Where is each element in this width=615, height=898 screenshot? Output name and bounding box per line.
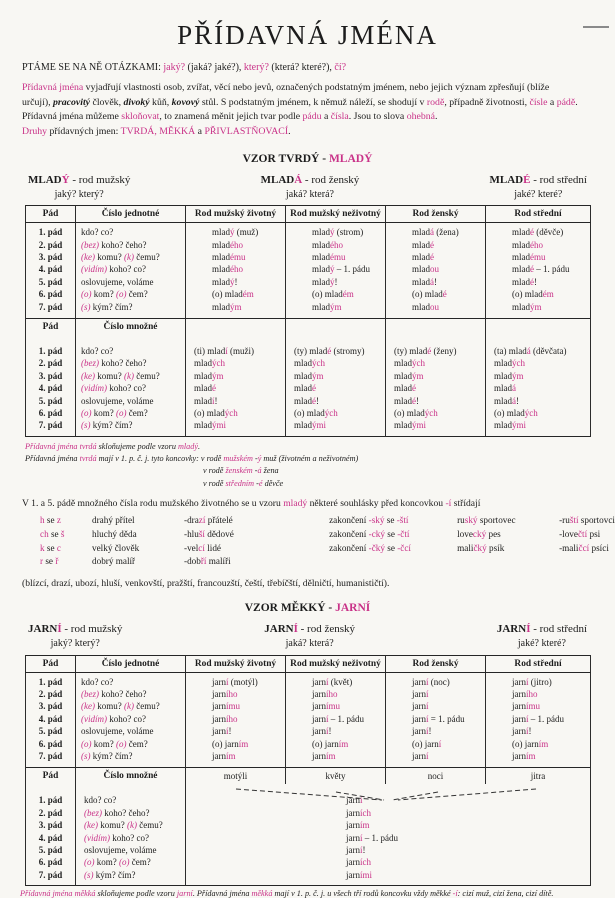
form-cell: mladé bbox=[386, 239, 486, 251]
declension-table-soft bbox=[25, 655, 591, 887]
scan-artifact bbox=[583, 26, 609, 28]
case-question: (s) kým? čím? bbox=[76, 419, 186, 436]
form-cell: mladým bbox=[386, 370, 486, 382]
form-cell: mladými bbox=[286, 419, 386, 436]
case-label: 2. pád bbox=[26, 357, 76, 369]
form-cell: mladý – 1. pádu bbox=[286, 263, 386, 275]
case-question: (s) kým? čím? bbox=[76, 750, 186, 768]
table-row bbox=[26, 263, 591, 275]
case-question: oslovujeme, voláme bbox=[76, 725, 186, 737]
merged-forms-cell bbox=[186, 784, 591, 885]
stack-line: 3. pád bbox=[38, 820, 63, 831]
table-row bbox=[26, 738, 591, 750]
stack-line: 1. pád bbox=[38, 795, 63, 806]
case-label: 6. pád bbox=[26, 288, 76, 300]
form-cell: mladým bbox=[486, 370, 591, 382]
noun-header: noci bbox=[386, 768, 486, 785]
form-cell: jarního bbox=[186, 713, 286, 725]
table-row bbox=[26, 725, 591, 737]
form-cell: jarní (květ) bbox=[286, 672, 386, 688]
table-row bbox=[26, 251, 591, 263]
stack-line: 4. pád bbox=[38, 832, 63, 843]
case-label: 1. pád bbox=[26, 223, 76, 239]
alternation-from: maličký psík bbox=[457, 542, 505, 553]
intro-paragraph: Přídavná jména vyjadřují vlastnosti osob, zvířat, věcí nebo jevů, označených podstatným jménem, nebo jejich význam zpřesňují (blíže určují), pracovitý člověk, divoký kůň, kovový stůl. S podstatným jménem, k němuž náleží, se shodují v rodě, případně životnosti, čísle a pádě. Přídavná jména můžeme skloňovat, to znamená měnit jejich tvar podle pádu a čísla. Jsou to slova ohebná. Druhy přídavných jmen: TVRDÁ, MĚKKÁ a PŘIVLASTŇOVACÍ. bbox=[22, 82, 578, 138]
alternation-line bbox=[329, 528, 615, 542]
alternation-rule: h se z bbox=[40, 514, 61, 525]
form-cell: jarní bbox=[386, 688, 486, 700]
form-cell: mladým bbox=[186, 370, 286, 382]
dash: - bbox=[559, 514, 563, 525]
stack-line: jarním bbox=[346, 820, 370, 831]
form-cell: (o) mladých bbox=[286, 407, 386, 419]
case-label: 1. pád bbox=[26, 335, 76, 357]
case-question: (vidím) koho? co? bbox=[76, 382, 186, 394]
form-cell: jarní (jitro) bbox=[486, 672, 591, 688]
table-row bbox=[26, 382, 591, 394]
case-label: 7. pád bbox=[26, 750, 76, 768]
column-header: Pád bbox=[26, 768, 76, 785]
form-cell: (o) mladém bbox=[286, 288, 386, 300]
stack-line: (s) kým? čím? bbox=[84, 869, 136, 880]
form-cell: jarní bbox=[386, 700, 486, 712]
form-cell: mladé bbox=[286, 382, 386, 394]
table-row bbox=[26, 357, 591, 369]
form-cell: mladou bbox=[386, 263, 486, 275]
form-cell: jarního bbox=[486, 688, 591, 700]
table-row bbox=[26, 750, 591, 768]
alternation-from: velký člověk bbox=[92, 542, 140, 553]
case-question: (ke) komu? (k) čemu? bbox=[76, 251, 186, 263]
table-row bbox=[26, 688, 591, 700]
table-row bbox=[26, 239, 591, 251]
stack-line: (vidím) koho? co? bbox=[84, 832, 149, 843]
table-row bbox=[26, 223, 591, 239]
alternation-from: dobrý malíř bbox=[92, 556, 136, 567]
form-cell: mladý! bbox=[286, 276, 386, 288]
case-question: (vidím) koho? co? bbox=[76, 263, 186, 275]
form-cell: (o) mladém bbox=[486, 288, 591, 300]
form-cell: jarním bbox=[186, 750, 286, 768]
form-cell: mladých bbox=[286, 357, 386, 369]
case-label: 3. pád bbox=[26, 251, 76, 263]
case-label: 4. pád bbox=[26, 713, 76, 725]
alternation-line bbox=[329, 514, 615, 528]
case-label: 7. pád bbox=[26, 301, 76, 319]
form-cell: (o) jarním bbox=[286, 738, 386, 750]
case-label: 1. pád bbox=[26, 672, 76, 688]
form-cell: (o) mladých bbox=[186, 407, 286, 419]
form-cell: mladými bbox=[186, 419, 286, 436]
form-cell: jarní! bbox=[486, 725, 591, 737]
alternation-to: velcí lidé bbox=[187, 542, 222, 553]
case-labels-stack bbox=[26, 784, 76, 885]
questions-line: PTÁME SE NA NĚ OTÁZKAMI: jaký? (jaká? jaké?), který? (která? které?), čí? bbox=[22, 62, 347, 73]
form-cell: (o) jarním bbox=[486, 738, 591, 750]
alternation-from: lovecký pes bbox=[457, 528, 501, 539]
alternation-from: drahý přítel bbox=[92, 514, 135, 525]
note-line: Přídavná jména tvrdá mají v 1. p. č. j. tyto koncovky: v rodě mužském -ý muž (životném a neživotném) bbox=[25, 454, 359, 464]
gender-neuter: MLADÉ - rod střední jaké? které? bbox=[489, 173, 587, 200]
form-cell: mladá (žena) bbox=[386, 223, 486, 239]
column-header: Rod střední bbox=[486, 655, 591, 672]
case-question: (ke) komu? (k) čemu? bbox=[76, 700, 186, 712]
stack-line: jarních bbox=[346, 857, 371, 868]
column-header: Pád bbox=[26, 206, 76, 223]
alternation-from: hluchý děda bbox=[92, 528, 137, 539]
column-header: Pád bbox=[26, 318, 76, 335]
section-title-soft: VZOR MĚKKÝ - JARNÍ bbox=[244, 602, 371, 615]
form-cell: jarní – 1. pádu bbox=[486, 713, 591, 725]
plural-header-row bbox=[26, 768, 591, 785]
table-header-row bbox=[26, 655, 591, 672]
section-title-hard: VZOR TVRDÝ - MLADÝ bbox=[242, 152, 373, 165]
case-label: 6. pád bbox=[26, 738, 76, 750]
form-cell: jarním bbox=[486, 750, 591, 768]
form-cell: mladé bbox=[386, 251, 486, 263]
alternation-rule: ch se š bbox=[40, 528, 65, 539]
column-header: Rod mužský životný bbox=[186, 655, 286, 672]
alternation-to: dobří malíři bbox=[187, 556, 231, 567]
form-cell: mladým bbox=[486, 301, 591, 319]
alternation-rule: zakončení -ský se -ští bbox=[329, 514, 409, 525]
case-question: kdo? co? bbox=[76, 223, 186, 239]
soft-bottom-note: Přídavná jména měkká skloňujeme podle vzoru jarní. Přídavná jména měkká mají v 1. p. č. j. u všech tří rodů koncovku vždy měkké -í: cizí muž, cizí žena, cizí dítě. bbox=[20, 889, 554, 898]
case-question: (vidím) koho? co? bbox=[76, 713, 186, 725]
form-cell: mladého bbox=[186, 263, 286, 275]
alternation-to: drazí přátelé bbox=[187, 514, 233, 525]
alternation-line bbox=[40, 514, 329, 528]
case-question: (bez) koho? čeho? bbox=[76, 688, 186, 700]
column-header: Rod mužský neživotný bbox=[286, 206, 386, 223]
form-cell: mladé! bbox=[286, 395, 386, 407]
alternations-right bbox=[329, 514, 615, 569]
alternation-intro: V 1. a 5. pádě množného čísla rodu mužského životného se u vzoru mladý některé souhlásky před koncovkou -í střídají bbox=[22, 497, 481, 509]
table-row bbox=[26, 301, 591, 319]
case-label: 4. pád bbox=[26, 382, 76, 394]
form-cell: mladého bbox=[186, 239, 286, 251]
form-cell: mladý (muž) bbox=[186, 223, 286, 239]
form-cell: mladé (děvče) bbox=[486, 223, 591, 239]
form-cell: mladý (strom) bbox=[286, 223, 386, 239]
form-cell: jarního bbox=[186, 688, 286, 700]
gender-feminine: MLADÁ - rod ženský jaká? která? bbox=[260, 173, 360, 200]
alternation-line bbox=[329, 542, 615, 556]
form-cell: jarní bbox=[386, 750, 486, 768]
case-label: 5. pád bbox=[26, 276, 76, 288]
examples-line: (blízcí, drazí, ubozí, hluší, venkovští, pražští, francouzští, čeští, třebíčští, dělničtí, humanističtí). bbox=[22, 578, 390, 590]
form-cell: jarní – 1. pádu bbox=[286, 713, 386, 725]
form-cell: mladému bbox=[486, 251, 591, 263]
document-page bbox=[0, 20, 615, 898]
table-row bbox=[26, 419, 591, 436]
dash: - bbox=[184, 556, 188, 567]
stack-line: kdo? co? bbox=[84, 795, 117, 806]
stack-line: 7. pád bbox=[38, 869, 63, 880]
form-cell: jarního bbox=[286, 688, 386, 700]
alternation-from: ruský sportovec bbox=[457, 514, 516, 525]
table-row bbox=[26, 276, 591, 288]
case-question: (s) kým? čím? bbox=[76, 301, 186, 319]
column-header: Rod mužský neživotný bbox=[286, 655, 386, 672]
form-cell: jarní! bbox=[186, 725, 286, 737]
case-question: (o) kom? (o) čem? bbox=[76, 407, 186, 419]
column-header: Číslo jednotné bbox=[76, 206, 186, 223]
form-cell: jarní! bbox=[286, 725, 386, 737]
case-question: (o) kom? (o) čem? bbox=[76, 738, 186, 750]
form-cell: (ta) mladá (děvčata) bbox=[486, 335, 591, 357]
dash: - bbox=[559, 528, 563, 539]
dash: - bbox=[184, 542, 188, 553]
form-cell: (o) jarní bbox=[386, 738, 486, 750]
form-cell: mladá! bbox=[486, 395, 591, 407]
form-cell: jarní (motýl) bbox=[186, 672, 286, 688]
alternation-to: lovečtí psi bbox=[562, 528, 601, 539]
case-questions-stack bbox=[76, 784, 186, 885]
table-row bbox=[26, 335, 591, 357]
gender-headings-hard bbox=[28, 173, 587, 201]
alternation-rule: zakončení -cký se -čtí bbox=[329, 528, 410, 539]
column-header: Číslo množné bbox=[76, 318, 186, 335]
gender-neuter: JARNÍ - rod střední jaké? které? bbox=[496, 623, 587, 649]
case-label: 2. pád bbox=[26, 239, 76, 251]
form-cell: mladým bbox=[286, 301, 386, 319]
case-question: kdo? co? bbox=[76, 672, 186, 688]
merged-plural-row bbox=[26, 784, 591, 885]
note-line: v rodě ženském -á žena bbox=[203, 466, 279, 476]
stack-line: 5. pád bbox=[38, 844, 63, 855]
form-cell: mladou bbox=[386, 301, 486, 319]
case-question: kdo? co? bbox=[76, 335, 186, 357]
case-question: oslovujeme, voláme bbox=[76, 276, 186, 288]
case-label: 6. pád bbox=[26, 407, 76, 419]
table-row bbox=[26, 700, 591, 712]
form-cell: mladých bbox=[386, 357, 486, 369]
note-line: Přídavná jména tvrdá skloňujeme podle vzoru mladý. bbox=[25, 441, 201, 451]
form-cell: jarním bbox=[286, 750, 386, 768]
alternation-to: maličcí psíci bbox=[562, 542, 609, 553]
form-cell: mladých bbox=[486, 357, 591, 369]
form-cell: mladý! bbox=[186, 276, 286, 288]
stack-line: oslovujeme, voláme bbox=[84, 844, 157, 855]
alternation-rule: zakončení -čký se -čcí bbox=[329, 542, 411, 553]
column-header: Rod ženský bbox=[386, 655, 486, 672]
form-cell: mladému bbox=[286, 251, 386, 263]
form-cell: mladá bbox=[486, 382, 591, 394]
form-cell: mladí! bbox=[186, 395, 286, 407]
form-cell: mladé! bbox=[386, 395, 486, 407]
declension-table-hard bbox=[25, 205, 591, 437]
stack-line: (bez) koho? čeho? bbox=[84, 807, 150, 818]
column-header: Pád bbox=[26, 655, 76, 672]
case-label: 7. pád bbox=[26, 419, 76, 436]
form-cell: jarnímu bbox=[286, 700, 386, 712]
column-header: Číslo jednotné bbox=[76, 655, 186, 672]
stack-line: 6. pád bbox=[38, 857, 63, 868]
table-row bbox=[26, 370, 591, 382]
alternations bbox=[40, 514, 615, 569]
alternation-rule: r se ř bbox=[40, 556, 59, 567]
stack-line: (ke) komu? (k) čemu? bbox=[84, 820, 163, 831]
form-cell: (o) mladém bbox=[186, 288, 286, 300]
page-title: PŘÍDAVNÁ JMÉNA bbox=[177, 20, 438, 50]
case-question: oslovujeme, voláme bbox=[76, 395, 186, 407]
case-question: (bez) koho? čeho? bbox=[76, 357, 186, 369]
stack-line: jarní! bbox=[346, 844, 366, 855]
dash: - bbox=[184, 514, 188, 525]
column-header: Rod ženský bbox=[386, 206, 486, 223]
dash: - bbox=[184, 528, 188, 539]
form-cell: (o) mladé bbox=[386, 288, 486, 300]
table-row bbox=[26, 395, 591, 407]
form-cell: (o) jarním bbox=[186, 738, 286, 750]
form-cell: mladým bbox=[186, 301, 286, 319]
table-header-row bbox=[26, 206, 591, 223]
form-cell: mladým bbox=[286, 370, 386, 382]
hard-notes bbox=[25, 441, 615, 490]
alternation-line bbox=[40, 555, 329, 569]
column-header: Číslo množné bbox=[76, 768, 186, 785]
stack-line: jarní bbox=[346, 795, 363, 806]
form-cell: jarní = 1. pádu bbox=[386, 713, 486, 725]
table-row bbox=[26, 288, 591, 300]
dash: - bbox=[559, 542, 563, 553]
form-cell: mladého bbox=[486, 239, 591, 251]
table-row bbox=[26, 713, 591, 725]
merged-forms-stack bbox=[188, 794, 588, 881]
form-cell: mladému bbox=[186, 251, 286, 263]
alternation-line bbox=[40, 528, 329, 542]
noun-header: motýli bbox=[186, 768, 286, 785]
gender-headings-soft bbox=[28, 622, 587, 650]
table-row bbox=[26, 407, 591, 419]
form-cell: mladého bbox=[286, 239, 386, 251]
form-cell: mladé – 1. pádu bbox=[486, 263, 591, 275]
case-question: (bez) koho? čeho? bbox=[76, 239, 186, 251]
stack-line: jarní – 1. pádu bbox=[346, 832, 399, 843]
alternation-line bbox=[40, 542, 329, 556]
form-cell: mladými bbox=[386, 419, 486, 436]
form-cell: (ty) mladé (ženy) bbox=[386, 335, 486, 357]
alternation-rule: k se c bbox=[40, 542, 61, 553]
stack-line: 2. pád bbox=[38, 807, 63, 818]
table-row bbox=[26, 672, 591, 688]
form-cell: mladá! bbox=[386, 276, 486, 288]
form-cell: mladé bbox=[186, 382, 286, 394]
note-line: v rodě středním -é děvče bbox=[203, 478, 284, 488]
case-label: 3. pád bbox=[26, 370, 76, 382]
form-cell: jarní (noc) bbox=[386, 672, 486, 688]
case-question: (o) kom? (o) čem? bbox=[76, 288, 186, 300]
case-label: 2. pád bbox=[26, 688, 76, 700]
gender-masculine: JARNÍ - rod mužský jaký? který? bbox=[28, 623, 123, 649]
case-label: 3. pád bbox=[26, 700, 76, 712]
form-cell: mladých bbox=[186, 357, 286, 369]
gender-feminine: JARNÍ - rod ženský jaká? která? bbox=[264, 623, 356, 649]
noun-header: jitra bbox=[486, 768, 591, 785]
case-label: 5. pád bbox=[26, 725, 76, 737]
form-cell: mladé bbox=[386, 382, 486, 394]
alternations-left bbox=[40, 514, 329, 569]
connector-lines bbox=[186, 786, 591, 802]
gender-masculine: MLADÝ - rod mužský jaký? který? bbox=[28, 173, 131, 200]
column-header: Rod mužský životný bbox=[186, 206, 286, 223]
stack-line: (o) kom? (o) čem? bbox=[84, 857, 151, 868]
form-cell: (o) mladých bbox=[486, 407, 591, 419]
case-label: 4. pád bbox=[26, 263, 76, 275]
case-question: (ke) komu? (k) čemu? bbox=[76, 370, 186, 382]
form-cell: (ty) mladé (stromy) bbox=[286, 335, 386, 357]
plural-header-row bbox=[26, 318, 591, 335]
form-cell: jarnímu bbox=[186, 700, 286, 712]
form-cell: (ti) mladí (muži) bbox=[186, 335, 286, 357]
form-cell: jarnímu bbox=[486, 700, 591, 712]
form-cell: mladými bbox=[486, 419, 591, 436]
noun-header: květy bbox=[286, 768, 386, 785]
alternation-to: hluší dědové bbox=[187, 528, 234, 539]
form-cell: (o) mladých bbox=[386, 407, 486, 419]
form-cell: jarní! bbox=[386, 725, 486, 737]
stack-line: jarními bbox=[346, 869, 373, 880]
form-cell: mladé! bbox=[486, 276, 591, 288]
stack-line: jarních bbox=[346, 807, 371, 818]
case-label: 5. pád bbox=[26, 395, 76, 407]
alternation-to: ruští sportovci bbox=[562, 514, 615, 525]
column-header: Rod střední bbox=[486, 206, 591, 223]
